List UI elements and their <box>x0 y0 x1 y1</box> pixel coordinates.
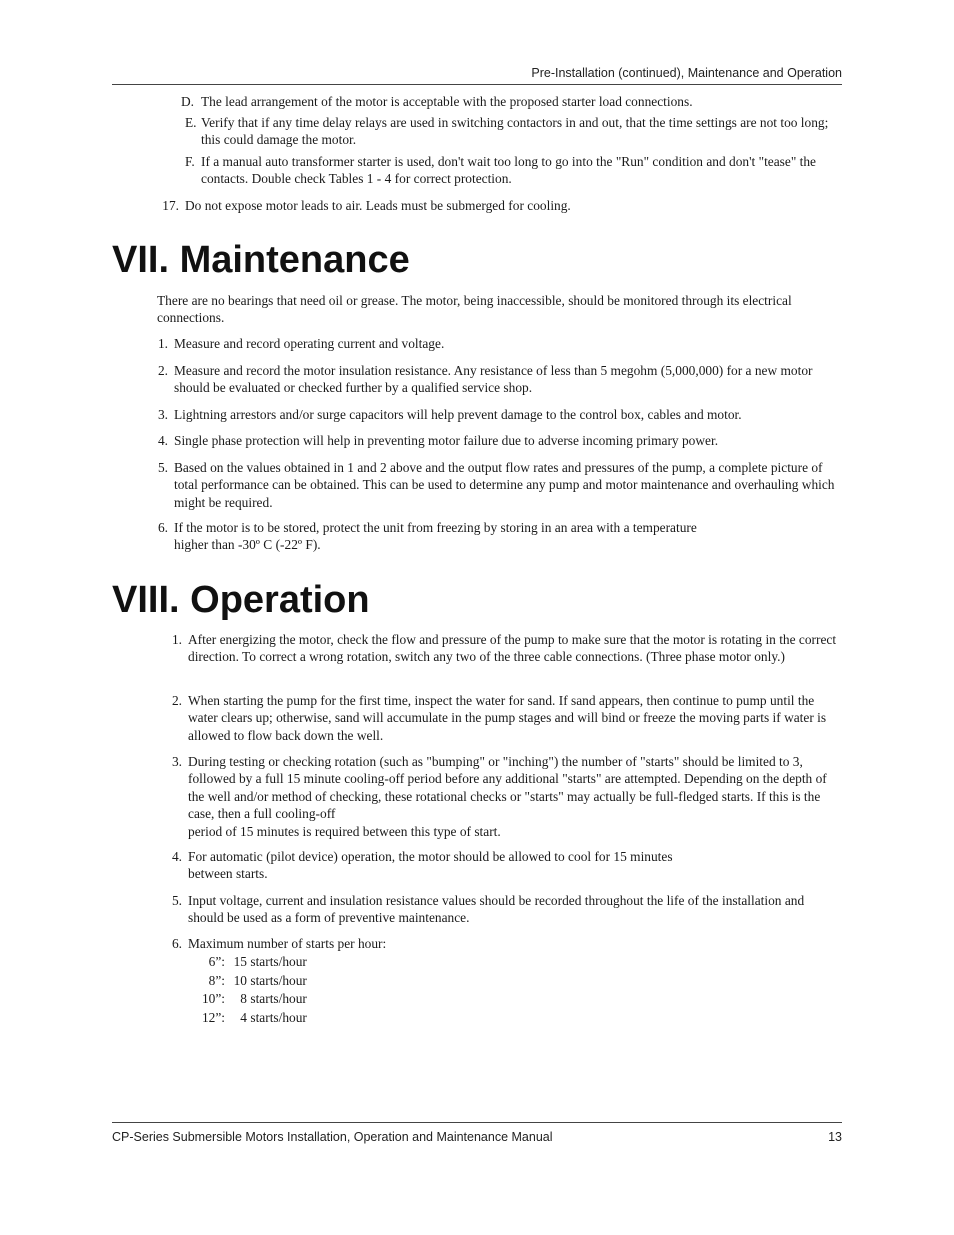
operation-item-text: After energizing the motor, check the flow and pressure of the pump to make sure that the motor is rotating in the correct direction. To correct a wrong rotation, switch any two of the three cable connections. (Three phase motor only.) <box>188 632 837 665</box>
maintenance-item-4 <box>157 432 842 449</box>
starts-count: 8 <box>240 991 247 1007</box>
maintenance-item-text: Lightning arrestors and/or surge capacitors will help prevent damage to the control box, cables and motor. <box>174 407 742 422</box>
maintenance-item-text: Measure and record the motor insulation resistance. Any resistance of less than 5 megohm (5,000,000) for a new motor should be evaluated or checked further by a qualified service shop. <box>174 363 813 396</box>
maintenance-item-1 <box>157 335 834 352</box>
pre-item-f <box>185 153 841 188</box>
maintenance-item-6 <box>157 519 834 554</box>
maintenance-item-2 <box>157 362 834 397</box>
page-number: 13 <box>828 1130 842 1144</box>
running-header: Pre-Installation (continued), Maintenance and Operation <box>531 66 842 80</box>
pre-item-d <box>181 93 837 110</box>
operation-item-label: 2. <box>171 693 182 708</box>
maintenance-item-label: 5. <box>157 460 168 475</box>
maintenance-item-text: higher than -30º C (-22º F). <box>174 537 321 553</box>
operation-item-text: period of 15 minutes is required between this type of start. <box>188 823 501 839</box>
maintenance-item-label: 6. <box>157 520 168 535</box>
operation-item-label: 4. <box>171 849 182 864</box>
starts-row <box>190 1009 307 1028</box>
starts-unit: starts/hour <box>250 991 307 1007</box>
maintenance-item-text: Measure and record operating current and voltage. <box>174 336 445 351</box>
running-footer <box>112 1130 842 1144</box>
maintenance-item-label: 1. <box>157 336 168 351</box>
maintenance-intro: There are no bearings that need oil or grease. The motor, being inaccessible, should be monitored through its electrical connections. <box>157 293 792 326</box>
starts-unit: starts/hour <box>250 954 307 969</box>
pre-item-label: E. <box>185 115 197 130</box>
operation-item-text: between starts. <box>188 866 268 882</box>
header-rule <box>112 84 842 85</box>
footer-title: CP-Series Submersible Motors Installation, Operation and Maintenance Manual <box>112 1130 553 1144</box>
pre-item-text: Verify that if any time delay relays are used in switching contactors in and out, that the time settings are not too long; this could damage the motor. <box>201 115 829 148</box>
item-17-label: 17. <box>162 198 179 213</box>
operation-heading: VIII. Operation <box>112 579 370 621</box>
pre-item-text: The lead arrangement of the motor is acceptable with the proposed starter load connections. <box>201 94 693 109</box>
operation-item-4 <box>171 848 828 883</box>
motor-size: 8”: <box>208 972 225 988</box>
pre-item-label: D. <box>181 94 195 109</box>
starts-row <box>190 972 307 991</box>
starts-unit: starts/hour <box>250 972 307 988</box>
pre-item-text: If a manual auto transformer starter is used, don't wait too long to go into the "Run" condition and don't "tease" the contacts. Double check Tables 1 - 4 for correct protection. <box>201 154 817 187</box>
maintenance-item-text: Based on the values obtained in 1 and 2 above and the output flow rates and pressures of the pump, a complete picture of total performance can be obtained. This can be used to determine any pump and motor maintenance and overhauling which might be required. <box>174 460 835 510</box>
operation-item-6 <box>171 935 828 952</box>
starts-count: 15 <box>233 954 247 969</box>
operation-item-text: For automatic (pilot device) operation, the motor should be allowed to cool for 15 minutes <box>188 849 673 864</box>
starts-per-hour-list <box>190 953 307 1027</box>
maintenance-item-label: 2. <box>157 363 168 378</box>
operation-item-text: During testing or checking rotation (such as "bumping" or "inching") the number of "starts" should be limited to 3, followed by a full 15 minute cooling-off period before any additional "starts" are attempted. Depending on the depth of the well and/or method of checking, these rotational checks or "starts" may actually be full-fledged starts. If this is the case, then a full cooling-off <box>188 754 827 822</box>
pre-item-label: F. <box>185 154 195 169</box>
starts-count: 10 <box>233 972 247 988</box>
operation-item-1 <box>171 631 844 666</box>
motor-size: 6”: <box>208 954 225 969</box>
maintenance-item-text: Single phase protection will help in preventing motor failure due to adverse incoming primary power. <box>174 433 719 448</box>
motor-size: 12”: <box>201 1009 225 1025</box>
starts-row <box>190 990 307 1009</box>
maintenance-item-3 <box>157 406 842 423</box>
operation-item-label: 1. <box>171 632 182 647</box>
maintenance-item-text: If the motor is to be stored, protect the unit from freezing by storing in an area with a temperature <box>174 520 697 535</box>
operation-item-text: When starting the pump for the first time, inspect the water for sand. If sand appears, then continue to pump until the water clears up; otherwise, sand will accumulate in the pump stages and will bind or freeze the moving parts if water is allowed to flow back down the well. <box>188 693 827 743</box>
maintenance-item-label: 4. <box>157 433 168 448</box>
item-17-text: Do not expose motor leads to air. Leads must be submerged for cooling. <box>185 198 571 213</box>
starts-row <box>190 953 307 972</box>
maintenance-item-label: 3. <box>157 407 168 422</box>
maintenance-heading: VII. Maintenance <box>112 239 410 281</box>
pre-item-e <box>185 114 831 149</box>
operation-item-text: Input voltage, current and insulation resistance values should be recorded throughout the life of the installation and should be used as a form of preventive maintenance. <box>188 893 805 926</box>
motor-size: 10”: <box>201 991 225 1007</box>
starts-unit: starts/hour <box>250 1009 307 1025</box>
starts-count: 4 <box>240 1009 247 1025</box>
operation-item-3 <box>171 753 830 840</box>
operation-item-label: 5. <box>171 893 182 908</box>
operation-item-2 <box>171 692 834 744</box>
operation-item-5 <box>171 892 812 927</box>
footer-rule <box>112 1122 842 1123</box>
operation-item-text: Maximum number of starts per hour: <box>188 936 387 951</box>
operation-item-label: 3. <box>171 754 182 769</box>
maintenance-item-5 <box>157 459 836 511</box>
item-17 <box>162 197 825 214</box>
operation-item-label: 6. <box>171 936 182 951</box>
